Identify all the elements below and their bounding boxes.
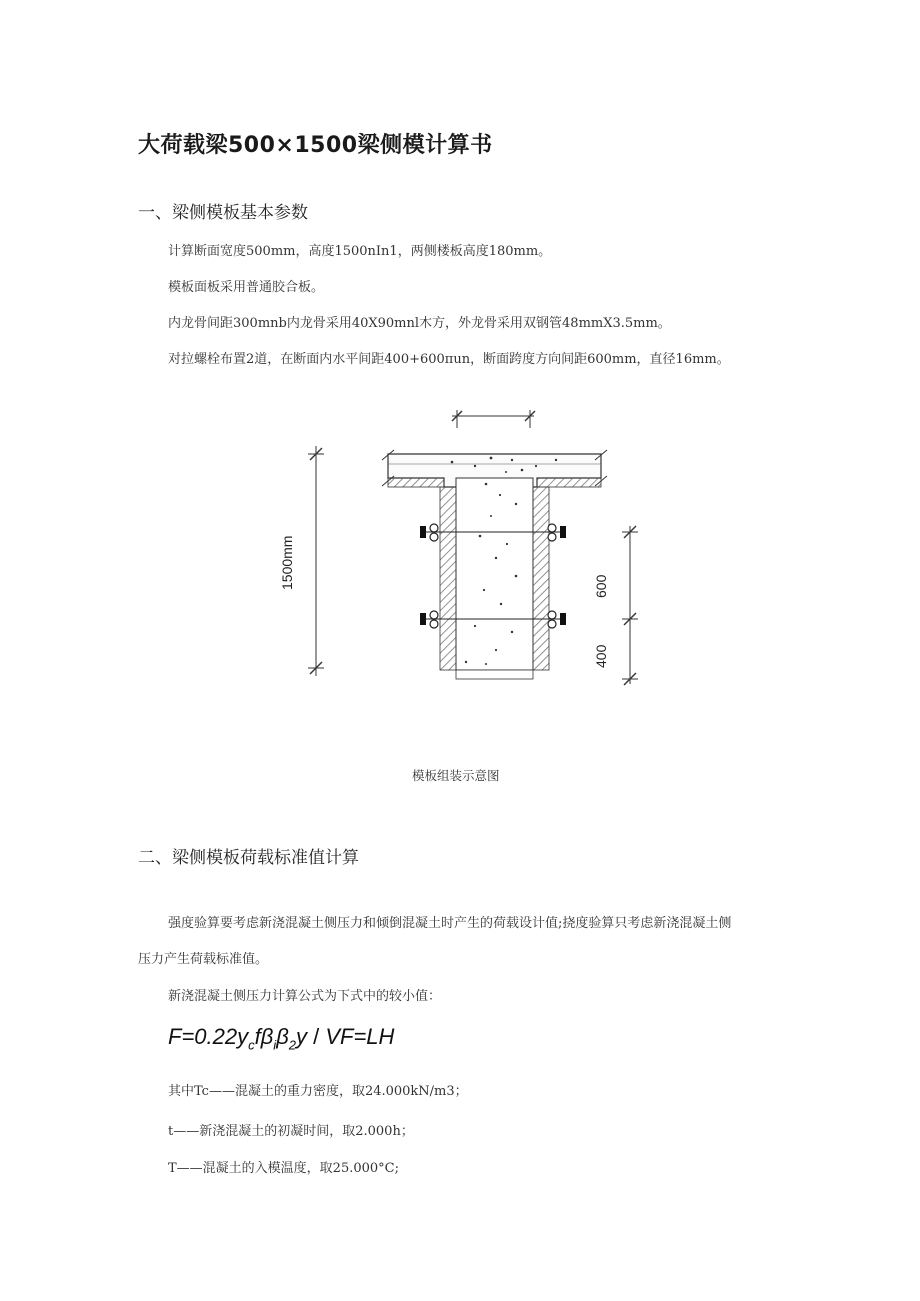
page-title: 大荷载梁500×1500梁侧模计算书 (138, 133, 493, 158)
formula-prefix: F=0.22y (168, 1024, 249, 1049)
side-form-left (440, 487, 456, 670)
bottom-form (456, 670, 533, 679)
paragraph-bolt-layout: 对拉螺栓布置2道，在断面内水平间距400+600πun，断面跨度方向间距600mm，直径16mm。 (168, 352, 730, 367)
figure-caption: 模板组装示意图 (412, 768, 500, 783)
formula-y: y (296, 1024, 307, 1049)
paragraph-load-line2: 压力产生荷载标准值。 (138, 952, 269, 967)
side-form-right (533, 487, 549, 670)
section2-heading: 二、梁侧模板荷载标准值计算 (138, 848, 359, 868)
slab-soffit-left (388, 478, 444, 487)
top-width-dimension (452, 410, 535, 428)
formula-beta: β (276, 1024, 289, 1049)
pressure-formula (168, 1024, 394, 1052)
paragraph-section-dims: 计算断面宽度500mm，高度1500nIn1，两侧楼板高度180mm。 (168, 244, 552, 259)
paragraph-formula-intro: 新浇混凝土侧压力计算公式为下式中的较小值： (168, 989, 442, 1004)
definition-density: 其中Tc——混凝土的重力密度，取24.000kN/m3； (168, 1084, 468, 1099)
paragraph-load-line1: 强度验算要考虑新浇混凝土侧压力和倾倒混凝土时产生的荷载设计值;挠度验算只考虑新浇混凝土侧 (168, 916, 732, 931)
formula-slash: / (307, 1024, 326, 1049)
definition-temperature: T——混凝土的入模温度，取25.000°C; (168, 1161, 399, 1176)
dim-lower-label: 400 (593, 644, 609, 668)
formwork-diagram (260, 400, 660, 700)
formula-sub-2: 2 (288, 1037, 296, 1053)
definition-set-time: t——新浇混凝土的初凝时间，取2.000h； (168, 1124, 414, 1139)
height-label: 1500mm (279, 535, 295, 590)
height-dimension (308, 446, 324, 676)
formula-sub-c: c (248, 1037, 255, 1053)
formula-sub-i: i (273, 1037, 277, 1053)
dim-upper-label: 600 (593, 574, 609, 598)
formula-suffix: VF=LH (325, 1024, 395, 1049)
formula-mid: fβ (254, 1024, 274, 1049)
section1-heading: 一、梁侧模板基本参数 (138, 203, 308, 223)
paragraph-keel-spacing: 内龙骨间距300mnb内龙骨采用40X90mnl木方，外龙骨采用双钢管48mmX3.5mm。 (168, 316, 671, 331)
beam-concrete (456, 478, 533, 670)
paragraph-panel-material: 模板面板采用普通胶合板。 (168, 280, 325, 295)
slab-soffit-right (537, 478, 601, 487)
bolt-spacing-dimension (622, 526, 638, 685)
